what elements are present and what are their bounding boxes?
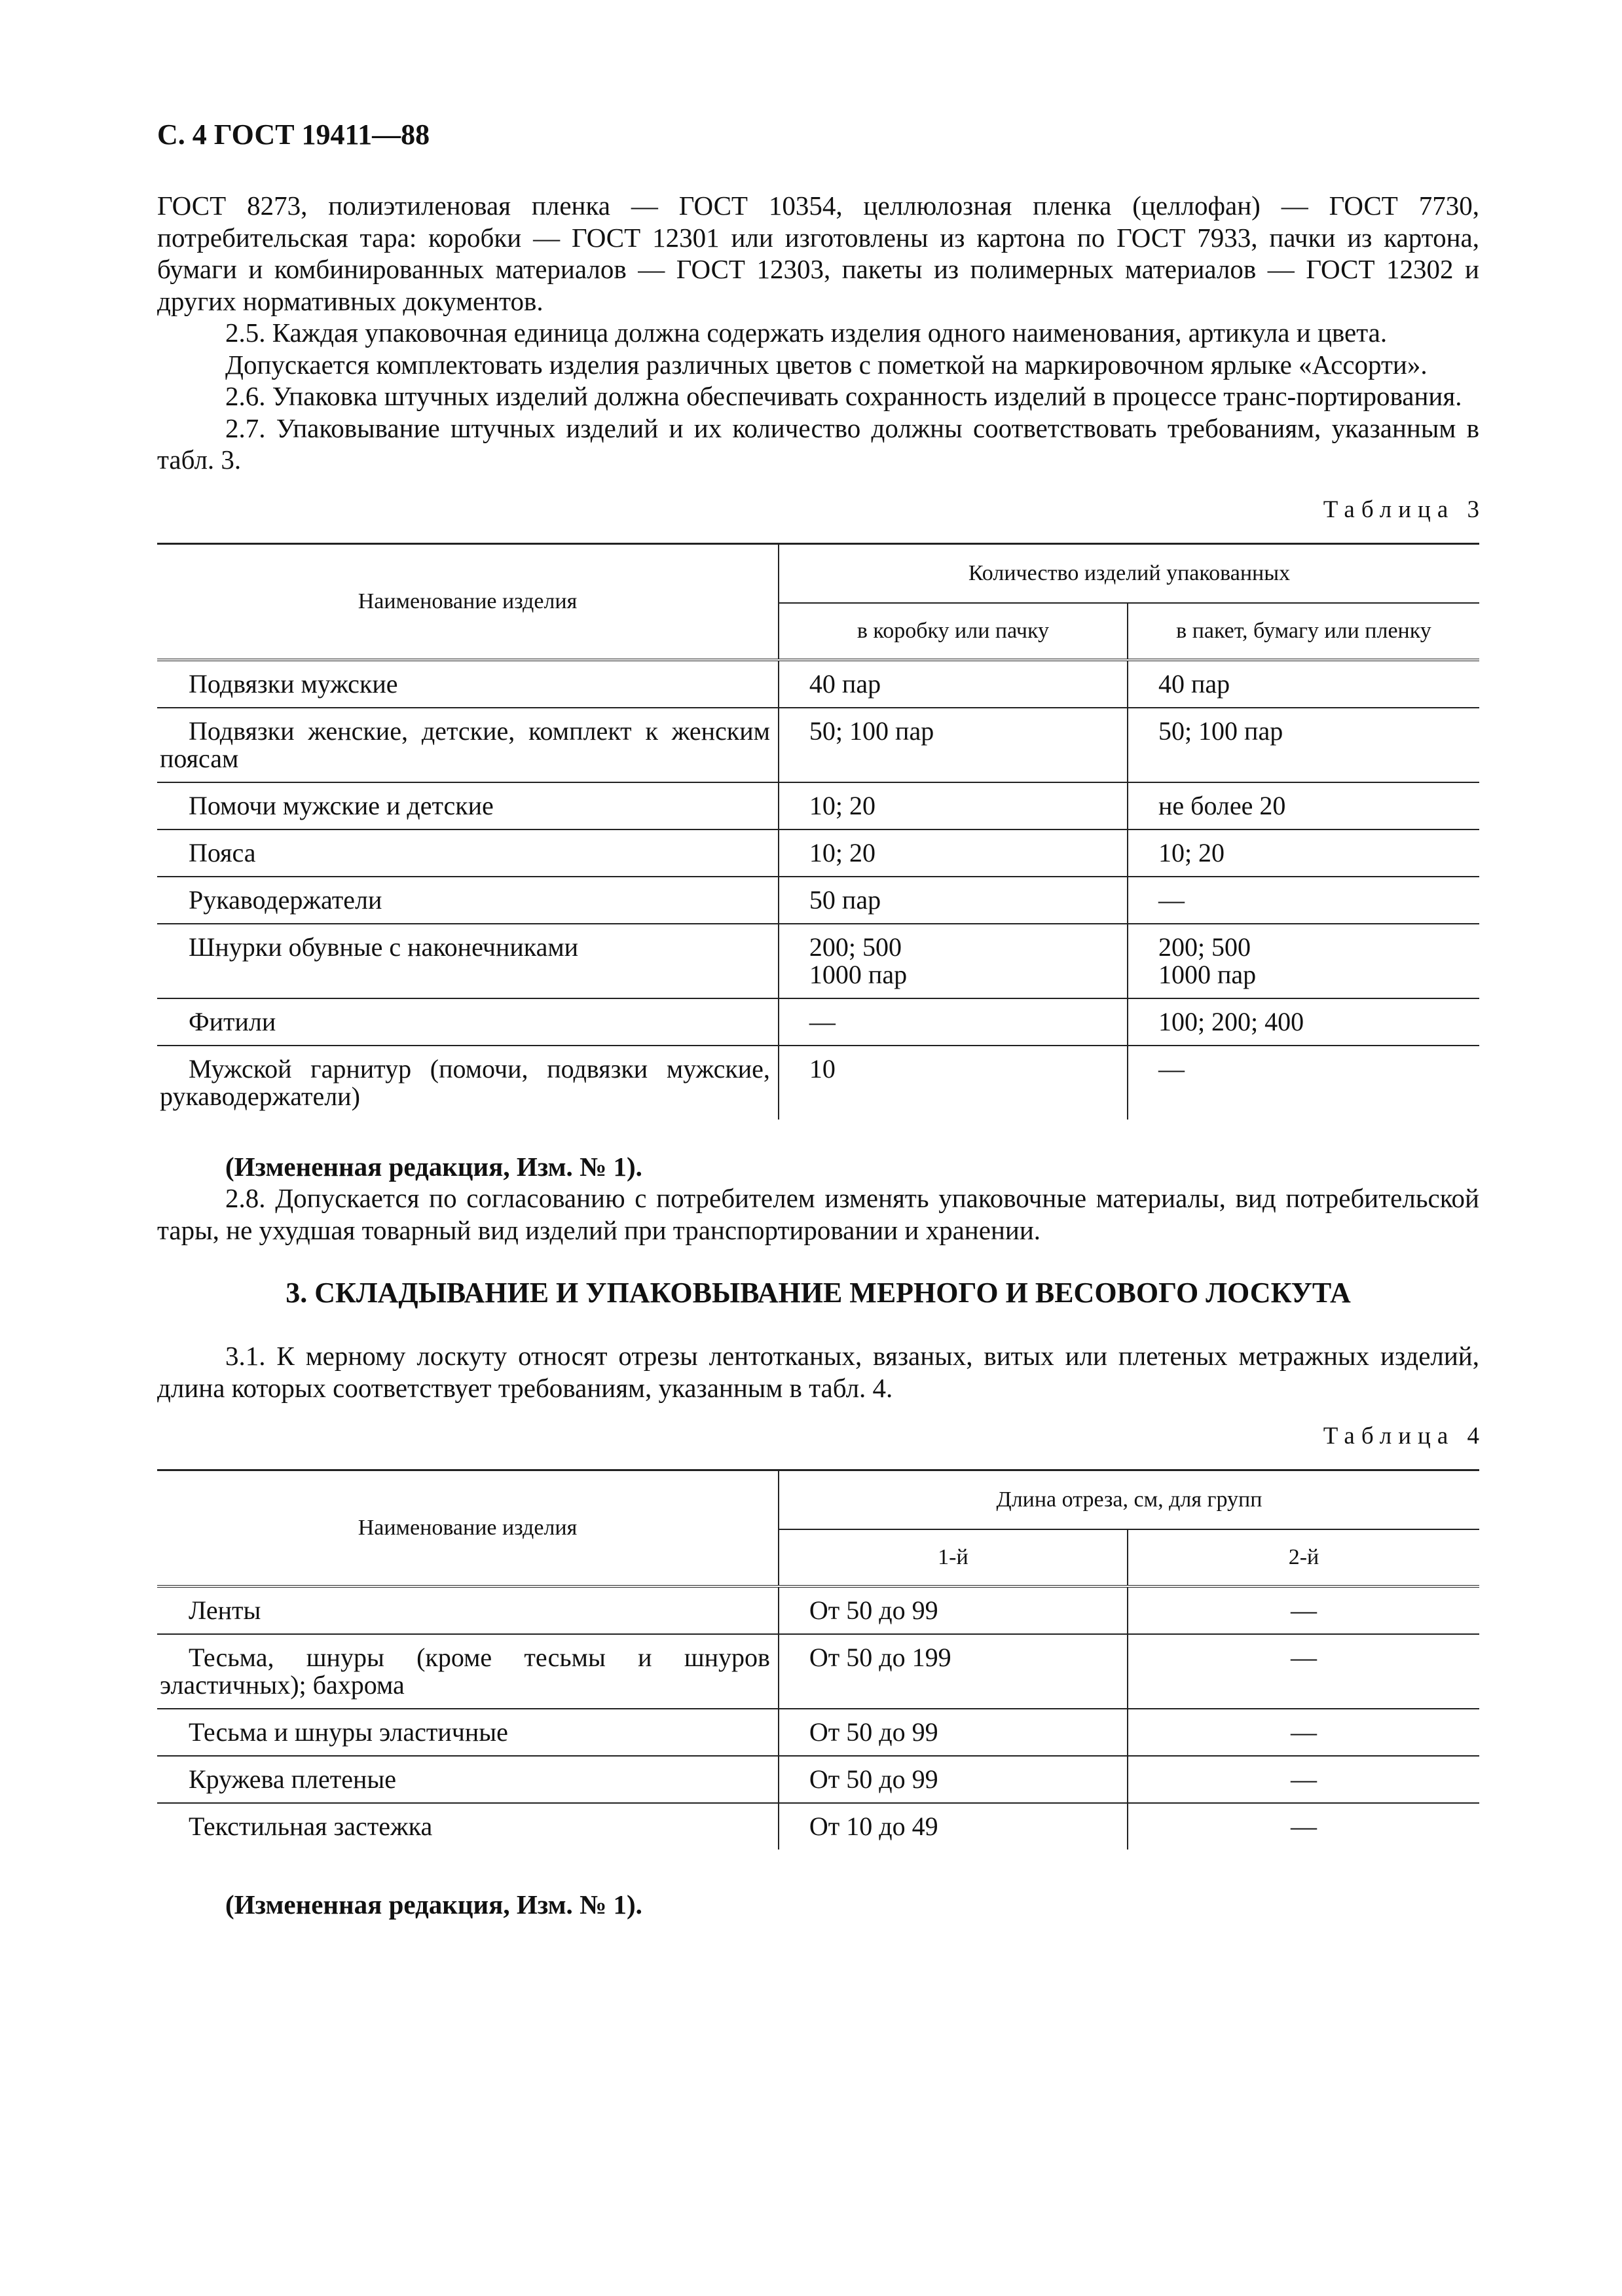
product-name-cell: [157, 829, 779, 877]
table-4-header-group-1: 1-й: [779, 1529, 1128, 1586]
product-name: Подвязки женские, детские, комплект к женским поясам: [160, 716, 770, 773]
value-cell-col-1: 10; 20: [779, 782, 1128, 829]
table-row: [157, 829, 1479, 877]
section-3-title: 3. СКЛАДЫВАНИЕ И УПАКОВЫВАНИЕ МЕРНОГО И ВЕСОВОГО ЛОСКУТА: [286, 1277, 1351, 1309]
paragraph-2-7: 2.7. Упаковывание штучных изделий и их количество должны соответствовать требованиям, указанным в табл. 3.: [157, 412, 1479, 475]
value-cell-col-2: —: [1128, 1586, 1479, 1634]
table-3-header-name: Наименование изделия: [157, 543, 779, 660]
product-name-cell: [157, 924, 779, 998]
value-cell-col-2: —: [1128, 1709, 1479, 1756]
table-row: [157, 1586, 1479, 1634]
table-3-header-box: в коробку или пачку: [779, 603, 1128, 660]
table-3-header-group: Количество изделий упакованных: [779, 543, 1479, 603]
table-row: [157, 1634, 1479, 1709]
product-name-cell: [157, 782, 779, 829]
value-cell-col-2: —: [1128, 1756, 1479, 1803]
product-name: Подвязки мужские: [189, 668, 398, 699]
value-cell-col-2: 10; 20: [1128, 829, 1479, 877]
table-row: [157, 1046, 1479, 1120]
table-3-header-bag: в пакет, бумагу или пленку: [1128, 603, 1479, 660]
value-cell-col-2: 40 пар: [1128, 660, 1479, 708]
table-row: [157, 1803, 1479, 1850]
product-name: Фитили: [189, 1006, 276, 1036]
table-row: [157, 1709, 1479, 1756]
value-cell-col-2: 200; 500 1000 пар: [1128, 924, 1479, 998]
product-name: Шнурки обувные с наконечниками: [189, 932, 579, 962]
paragraph-2-5-note: Допускается комплектовать изделия различных цветов с пометкой на маркировочном ярлыке «Ассорти».: [225, 349, 1428, 380]
product-name-cell: [157, 1634, 779, 1709]
value-cell-col-2: 100; 200; 400: [1128, 998, 1479, 1046]
product-name-cell: [157, 1709, 779, 1756]
value-cell-col-2: —: [1128, 1634, 1479, 1709]
paragraph-2-8: 2.8. Допускается по согласованию с потребителем изменять упаковочные материалы, вид потребительской тары, не ухудшая товарный вид изделий при транспортировании и хранении.: [157, 1183, 1479, 1245]
table-row: [157, 877, 1479, 924]
table-4-caption: Таблица 4: [1323, 1423, 1486, 1449]
value-cell-col-1: 40 пар: [779, 660, 1128, 708]
value-cell-col-1: От 50 до 99: [779, 1586, 1128, 1634]
table-row: [157, 708, 1479, 782]
value-cell-col-1: От 50 до 99: [779, 1756, 1128, 1803]
table-4-header-group: Длина отреза, см, для групп: [779, 1470, 1479, 1530]
product-name-cell: [157, 708, 779, 782]
value-cell-col-2: 50; 100 пар: [1128, 708, 1479, 782]
value-cell-col-1: 50; 100 пар: [779, 708, 1128, 782]
value-cell-col-1: От 50 до 99: [779, 1709, 1128, 1756]
value-cell-col-1: 10; 20: [779, 829, 1128, 877]
product-name: Текстильная застежка: [189, 1812, 433, 1841]
product-name: Рукаводержатели: [189, 884, 382, 915]
table-row: [157, 924, 1479, 998]
value-cell-col-2: —: [1128, 877, 1479, 924]
table-4-header-group-2: 2-й: [1128, 1529, 1479, 1586]
value-cell-col-1: От 50 до 199: [779, 1634, 1128, 1709]
value-cell-col-2: —: [1158, 1053, 1185, 1084]
table-row: [157, 660, 1479, 708]
product-name: Тесьма и шнуры эластичные: [189, 1717, 508, 1747]
table-4: [157, 1469, 1479, 1850]
value-cell-col-1: 200; 500 1000 пар: [779, 924, 1128, 998]
product-name-cell: [157, 1756, 779, 1803]
table-4-header-name: Наименование изделия: [157, 1470, 779, 1587]
product-name: Помочи мужские и детские: [189, 790, 494, 820]
amendment-note-2: (Измененная редакция, Изм. № 1).: [225, 1889, 642, 1920]
value-cell-col-1: —: [779, 998, 1128, 1046]
intro-paragraph: ГОСТ 8273, полиэтиленовая пленка — ГОСТ 10354, целлюлозная пленка (целлофан) — ГОСТ 7730, потребительская тара: коробки — ГОСТ 12301 или изготовлены из картона по ГОСТ 7933, пачки из картона, бумаги и комбинированных материалов — ГОСТ 12303, пакеты из полимерных материалов — ГОСТ 12302 и других нормативных документов.: [157, 191, 1479, 316]
table-row: [157, 782, 1479, 829]
amendment-note-1: (Измененная редакция, Изм. № 1).: [225, 1151, 642, 1182]
product-name-cell: [157, 877, 779, 924]
product-name: Пояса: [189, 837, 256, 867]
page-header: С. 4 ГОСТ 19411—88: [157, 118, 430, 151]
product-name: Ленты: [189, 1595, 261, 1625]
value-cell-col-1: От 10 до 49: [779, 1803, 1128, 1850]
product-name-cell: [157, 660, 779, 708]
table-3-caption: Таблица 3: [1323, 496, 1486, 523]
paragraph-2-5: 2.5. Каждая упаковочная единица должна содержать изделия одного наименования, артикула и цвета.: [225, 318, 1388, 348]
table-3: [157, 543, 1479, 1120]
product-name: Мужской гарнитур (помочи, подвязки мужские, рукаводержатели): [160, 1053, 770, 1111]
value-cell-col-1: 10: [779, 1046, 1128, 1120]
product-name-cell: [157, 1586, 779, 1634]
paragraph-2-6: 2.6. Упаковка штучных изделий должна обеспечивать сохранность изделий в процессе транс-портирования.: [225, 381, 1462, 411]
paragraph-3-1: 3.1. К мерному лоскуту относят отрезы лентотканых, вязаных, витых или плетеных метражных изделий, длина которых соответствует требованиям, указанным в табл. 4.: [157, 1341, 1479, 1403]
value-cell-col-1: 50 пар: [779, 877, 1128, 924]
product-name-cell: [157, 998, 779, 1046]
value-cell-col-2: не более 20: [1128, 782, 1479, 829]
table-row: [157, 1756, 1479, 1803]
product-name: Кружева плетеные: [189, 1764, 396, 1794]
value-cell-col-2: —: [1290, 1812, 1317, 1841]
product-name: Тесьма, шнуры (кроме тесьмы и шнуров эластичных); бахрома: [160, 1643, 770, 1700]
product-name-cell: [157, 1046, 779, 1120]
product-name-cell: [157, 1803, 779, 1850]
table-row: [157, 998, 1479, 1046]
